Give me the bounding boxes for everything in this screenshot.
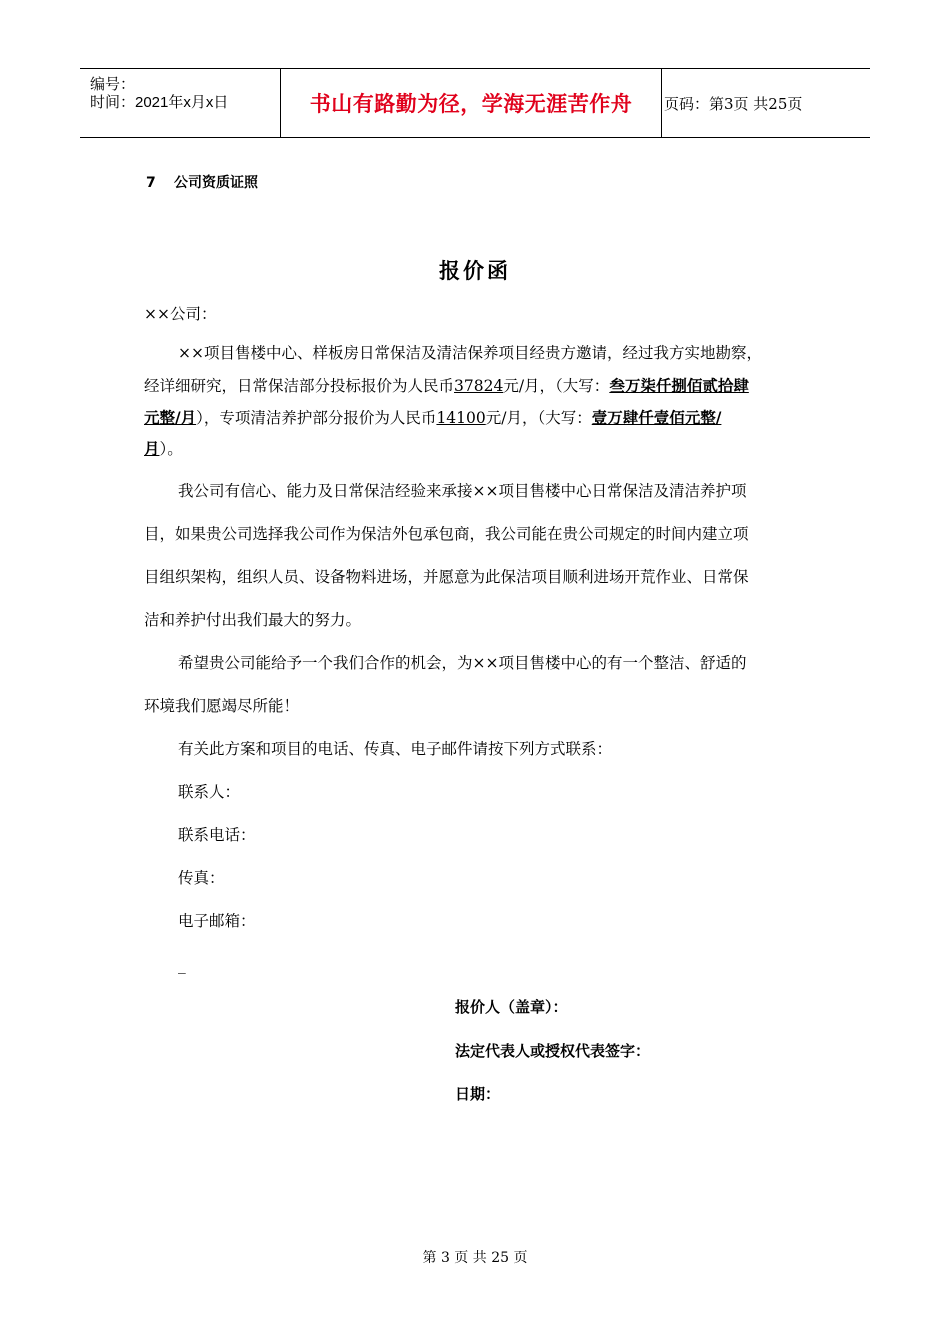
section-number: 7 xyxy=(146,175,156,191)
header-page-info xyxy=(662,69,870,137)
header-motto: 书山有路勤为径，学海无涯苦作舟 xyxy=(281,69,662,137)
signature-quoter: 报价人（盖章）： xyxy=(455,998,568,1016)
header-page-label: 页码：第3页 共25页 xyxy=(664,95,803,113)
contact-person: 联系人： xyxy=(178,783,241,801)
para1-line2-a: 经详细研究，日常保洁部分投标报价为人民币 xyxy=(144,377,455,395)
para2-line2: 目，如果贵公司选择我公司作为保洁外包承包商，我公司能在贵公司规定的时间内建立项 xyxy=(144,525,749,543)
contact-phone: 联系电话： xyxy=(178,826,256,844)
contact-fax: 传真： xyxy=(178,869,225,887)
para1-line3-b: 元/月，（大写： xyxy=(485,409,592,427)
amount-daily: 37824 xyxy=(454,377,504,395)
para2-line4: 洁和养护付出我们最大的努力。 xyxy=(144,611,362,629)
contact-email: 电子邮箱： xyxy=(178,912,256,930)
amount-special-words-end: 月 xyxy=(144,439,160,458)
page-header xyxy=(80,68,870,138)
header-time: 时间：2021年x月x日 xyxy=(90,94,229,111)
contact-dash: _ xyxy=(178,956,186,974)
signature-date: 日期： xyxy=(455,1085,501,1103)
section-heading xyxy=(146,172,258,192)
amount-daily-words: 叁万柒仟捌佰贰拾肆 xyxy=(609,376,749,395)
para1-line2 xyxy=(144,374,749,396)
header-meta xyxy=(80,69,281,137)
header-number: 编号： xyxy=(90,76,136,93)
para1-line4-b: ）。 xyxy=(159,440,183,458)
para1-line4 xyxy=(144,437,183,459)
signature-representative: 法定代表人或授权代表签字： xyxy=(455,1042,651,1060)
para3-line2: 环境我们愿竭尽所能！ xyxy=(144,697,300,715)
amount-daily-words-end: 元整/月 xyxy=(144,408,197,427)
contact-intro: 有关此方案和项目的电话、传真、电子邮件请按下列方式联系： xyxy=(178,740,613,758)
para3-line1: 希望贵公司能给予一个我们合作的机会，为××项目售楼中心的有一个整洁、舒适的 xyxy=(178,654,747,672)
para2-line3: 目组织架构，组织人员、设备物料进场，并愿意为此保洁项目顺利进场开荒作业、日常保 xyxy=(144,568,749,586)
para2-line1: 我公司有信心、能力及日常保洁经验来承接××项目售楼中心日常保洁及清洁养护项 xyxy=(178,482,747,500)
section-title: 公司资质证照 xyxy=(174,175,258,191)
para1-line1: ××项目售楼中心、样板房日常保洁及清洁保养项目经贵方邀请，经过我方实地勘察， xyxy=(178,344,762,362)
salutation: ××公司： xyxy=(144,305,217,323)
para1-line2-b: 元/月，（大写： xyxy=(503,377,610,395)
para1-line3-a: ），专项清洁养护部分报价为人民币 xyxy=(196,409,437,427)
document-title: 报价函 xyxy=(439,259,511,283)
amount-special: 14100 xyxy=(436,409,486,427)
page-footer: 第 3 页 共 25 页 xyxy=(422,1250,528,1266)
amount-special-words: 壹万肆仟壹佰元整/ xyxy=(591,408,722,427)
para1-line3 xyxy=(144,406,721,428)
